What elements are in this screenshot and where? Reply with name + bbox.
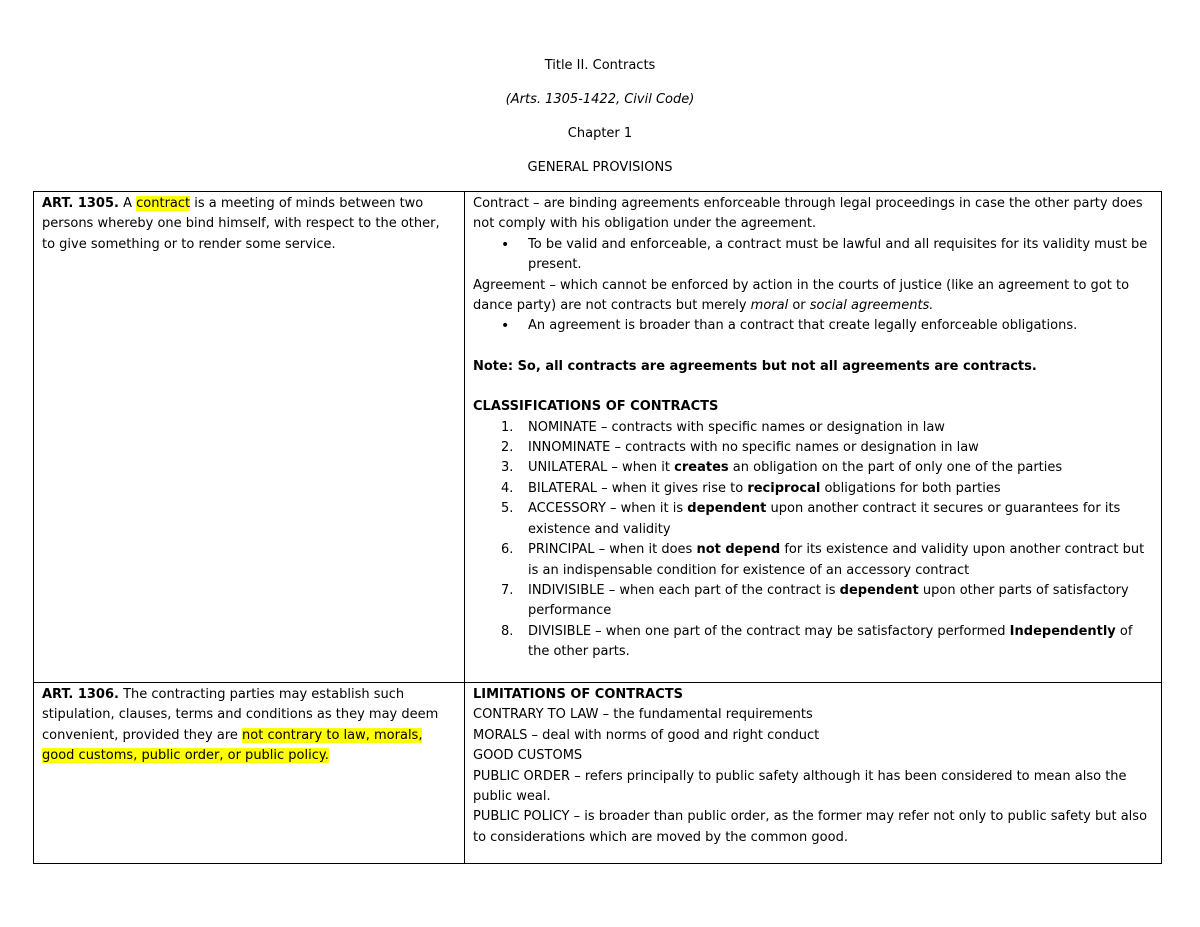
article-1305-text: ART. 1305. A contract is a meeting of minds between two persons whereby one bind himself, with respect to the other, to give something or to render some service. <box>42 196 440 252</box>
list-item: • An agreement is broader than a contract that create legally enforceable obligations. <box>473 316 1153 336</box>
highlighted-phrase: not contrary to law, morals, good customs, public order, or public policy. <box>42 727 423 764</box>
section-heading: GENERAL PROVISIONS <box>527 160 673 175</box>
classification-item: 7. INDIVISIBLE – when each part of the contract is dependent upon other parts of satisfactory performance <box>501 582 1129 619</box>
list-item: • To be valid and enforceable, a contract must be lawful and all requisites for its validity must be present. <box>473 235 1153 276</box>
provisions-table <box>33 191 1162 864</box>
article-1305-cell <box>34 192 465 683</box>
article-1306-text: ART. 1306. The contracting parties may establish such stipulation, clauses, terms and conditions as they may deem convenient, provided they are not contrary to law, morals, good customs, public order, or public policy. <box>42 687 439 764</box>
limitation-line: PUBLIC ORDER – refers principally to public safety although it has been considered to mean also the public weal. <box>473 768 1127 805</box>
classifications-list <box>473 418 1153 663</box>
article-1306-cell <box>34 683 465 864</box>
classification-item: 4. BILATERAL – when it gives rise to reciprocal obligations for both parties <box>501 480 1001 496</box>
note: Note: So, all contracts are agreements but not all agreements are contracts. <box>473 358 1037 374</box>
table-row <box>34 192 1162 683</box>
article-number: ART. 1305. <box>42 196 119 211</box>
classification-item: 2. INNOMINATE – contracts with no specific names or designation in law <box>501 440 979 456</box>
contract-bullets <box>473 235 1153 276</box>
limitations-heading: LIMITATIONS OF CONTRACTS <box>473 687 683 702</box>
limitations-list <box>473 705 1153 848</box>
agreement-bullets <box>473 316 1153 336</box>
table-row <box>34 683 1162 864</box>
chapter-heading: Chapter 1 <box>567 126 633 141</box>
classification-item: 8. DIVISIBLE – when one part of the contract may be satisfactory performed Independently of the other parts. <box>501 623 1133 660</box>
limitation-line: PUBLIC POLICY – is broader than public order, as the former may refer not only to public safety but also to considerations which are moved by the common good. <box>473 809 1148 845</box>
article-1305-notes-cell <box>465 192 1162 683</box>
limitation-line: MORALS – deal with norms of good and right conduct <box>473 727 820 743</box>
agreement-definition: Agreement – which cannot be enforced by action in the courts of justice (like an agreement to got to dance party) are not contracts but merely moral or social agreements. <box>473 277 1130 314</box>
limitation-line: CONTRARY TO LAW – the fundamental requirements <box>473 707 813 723</box>
contract-definition: Contract – are binding agreements enforceable through legal proceedings in case the other party does not comply with his obligation under the agreement. <box>473 196 1143 232</box>
classification-item: 1. NOMINATE – contracts with specific names or designation in law <box>501 419 945 435</box>
limitation-line: GOOD CUSTOMS <box>473 748 583 764</box>
classification-item: 6. PRINCIPAL – when it does not depend for its existence and validity upon another contract but is an indispensable condition for existence of an accessory contract <box>501 542 1145 578</box>
classification-item: 5. ACCESSORY – when it is dependent upon another contract it secures or guarantees for its existence and validity <box>501 501 1121 537</box>
highlighted-term: contract <box>136 196 191 211</box>
document-subtitle: (Arts. 1305-1422, Civil Code) <box>505 92 695 107</box>
article-number: ART. 1306. <box>42 687 119 702</box>
document-title: Title II. Contracts <box>544 58 656 73</box>
classification-item: 3. UNILATERAL – when it creates an obligation on the part of only one of the parties <box>501 460 1063 476</box>
article-1306-notes-cell <box>465 683 1162 864</box>
classifications-heading: CLASSIFICATIONS OF CONTRACTS <box>473 399 719 415</box>
